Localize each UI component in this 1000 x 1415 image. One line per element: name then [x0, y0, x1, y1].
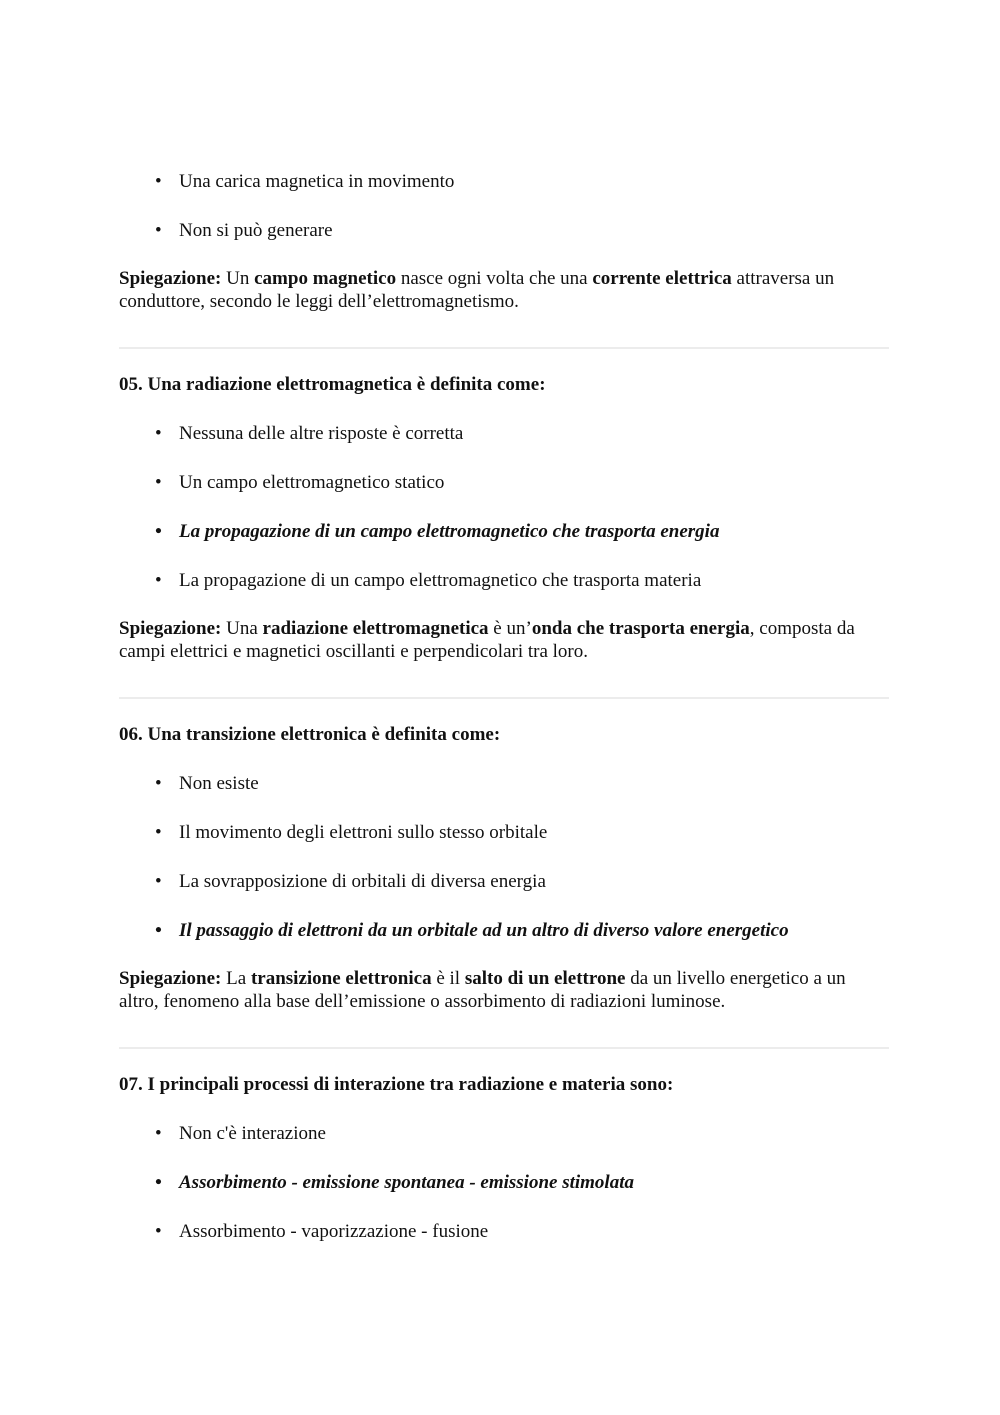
answer-options: [119, 772, 889, 942]
question-05-options: [119, 422, 889, 618]
question-06-options: [119, 772, 889, 968]
explanation: [119, 267, 889, 313]
question-04-continued: [119, 170, 889, 268]
section-divider: [119, 347, 889, 349]
explanation-text: è un’: [488, 618, 532, 639]
section-divider: [119, 697, 889, 699]
answer-options: [119, 422, 889, 592]
answer-option: • Non c'è interazione: [119, 1122, 889, 1145]
question-title: 06. Una transizione elettronica è definita come:: [119, 724, 501, 745]
answer-option: • Non esiste: [119, 772, 889, 795]
explanation-keyword: campo magnetico: [254, 268, 397, 289]
question-title: 05. Una radiazione elettromagnetica è definita come:: [119, 374, 546, 395]
question-title: 07. I principali processi di interazione tra radiazione e materia sono:: [119, 1074, 674, 1095]
explanation-label: Spiegazione:: [119, 268, 222, 289]
explanation-text: nasce ogni volta che una: [396, 268, 593, 289]
section-divider: [119, 1047, 889, 1049]
answer-option-correct: • Il passaggio di elettroni da un orbitale ad un altro di diverso valore energetico: [119, 919, 889, 942]
answer-options: [119, 1122, 889, 1243]
explanation-text: , composta da campi elettrici e magnetici oscillanti e perpendicolari tra loro.: [119, 618, 855, 662]
answer-option: • Il movimento degli elettroni sullo stesso orbitale: [119, 821, 889, 844]
answer-option: • La sovrapposizione di orbitali di diversa energia: [119, 870, 889, 893]
explanation-text: attraversa un conduttore, secondo le leggi dell’elettromagnetismo.: [119, 268, 835, 312]
explanation-text: La: [221, 968, 251, 989]
answer-option: • Nessuna delle altre risposte è corretta: [119, 422, 889, 445]
explanation-keyword: onda che trasporta energia: [531, 618, 750, 639]
explanation: [119, 967, 889, 1013]
answer-option-correct: • Assorbimento - emissione spontanea - emissione stimolata: [119, 1171, 889, 1194]
answer-options: [119, 170, 889, 242]
answer-option: • La propagazione di un campo elettromagnetico che trasporta materia: [119, 569, 889, 592]
answer-option: • Una carica magnetica in movimento: [119, 170, 889, 193]
explanation-text: Una: [221, 618, 263, 639]
explanation-keyword: transizione elettronica: [250, 968, 432, 989]
explanation: [119, 617, 889, 663]
explanation-keyword: radiazione elettromagnetica: [262, 618, 489, 639]
answer-option: • Un campo elettromagnetico statico: [119, 471, 889, 494]
explanation-text: è il: [431, 968, 465, 989]
answer-option: • Non si può generare: [119, 219, 889, 242]
explanation-text: da un livello energetico a un altro, fenomeno alla base dell’emissione o assorbimento di radiazioni luminose.: [119, 968, 846, 1012]
question-07-options: [119, 1122, 889, 1269]
explanation-label: Spiegazione:: [119, 968, 222, 989]
explanation-text: Un: [221, 268, 255, 289]
explanation-label: Spiegazione:: [119, 618, 222, 639]
explanation-keyword: corrente elettrica: [592, 268, 732, 289]
answer-option: • Assorbimento - vaporizzazione - fusione: [119, 1220, 889, 1243]
answer-option-correct: • La propagazione di un campo elettromagnetico che trasporta energia: [119, 520, 889, 543]
explanation-keyword: salto di un elettrone: [464, 968, 626, 989]
